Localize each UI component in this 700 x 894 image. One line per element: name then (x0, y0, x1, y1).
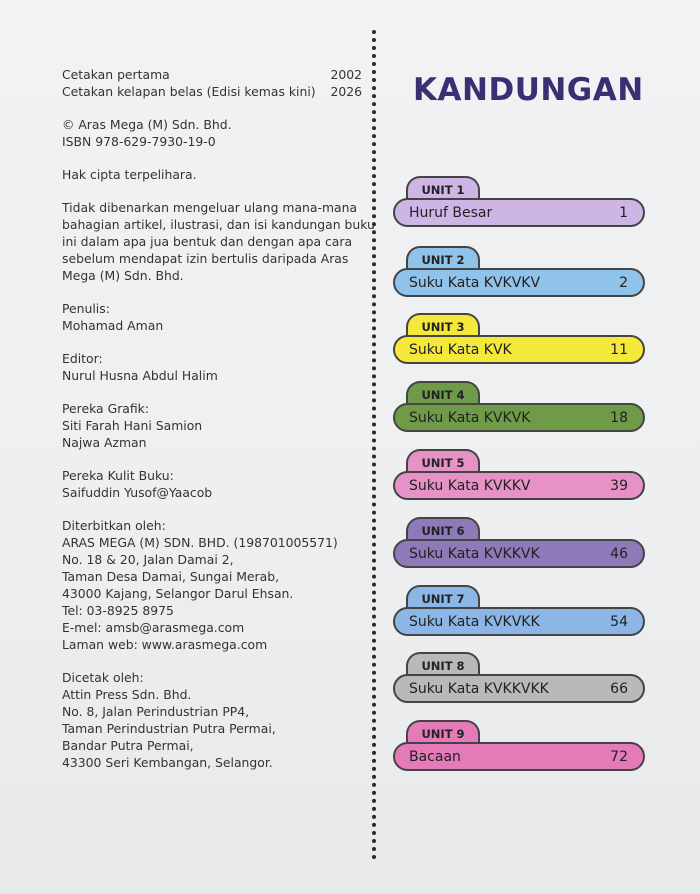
edition-latest-label: Cetakan kelapan belas (Edisi kemas kini) (62, 84, 316, 99)
unit-tab: UNIT 3 (406, 313, 480, 339)
copyright-column (62, 66, 375, 787)
printer-line: Bandar Putra Permai, (62, 738, 194, 753)
dotted-divider (372, 30, 376, 860)
graphic-designer-name: Siti Farah Hani Samion (62, 418, 203, 433)
toc-entry[interactable] (393, 517, 651, 577)
copyright-block (62, 116, 362, 150)
unit-page-number: 46 (610, 545, 628, 562)
publisher-line: ARAS MEGA (M) SDN. BHD. (198701005571) (62, 535, 338, 550)
cover-designer-label: Pereka Kulit Buku: (62, 468, 174, 483)
toc-entry[interactable] (393, 246, 651, 306)
publisher-label: Diterbitkan oleh: (62, 518, 166, 533)
unit-page-number: 66 (610, 680, 628, 697)
unit-bar (393, 335, 645, 364)
edition-latest-year: 2026 (330, 84, 362, 99)
editor-label: Editor: (62, 351, 103, 366)
legal-line: sebelum mendapat izin bertulis daripada Aras (62, 251, 349, 266)
legal-notice (62, 199, 375, 284)
legal-line: Tidak dibenarkan mengeluar ulang mana-mana (62, 200, 358, 215)
toc-entry[interactable] (393, 313, 651, 373)
publisher-line: 43000 Kajang, Selangor Darul Ehsan. (62, 586, 294, 601)
unit-tab: UNIT 4 (406, 381, 480, 407)
unit-title: Bacaan (409, 748, 461, 765)
unit-tab: UNIT 9 (406, 720, 480, 746)
publisher-line: Taman Desa Damai, Sungai Merab, (62, 569, 280, 584)
printer-line: No. 8, Jalan Perindustrian PP4, (62, 704, 250, 719)
unit-page-number: 72 (610, 748, 628, 765)
rights-notice: Hak cipta terpelihara. (62, 167, 197, 182)
cover-designer-name: Saifuddin Yusof@Yaacob (62, 485, 213, 500)
legal-line: Mega (M) Sdn. Bhd. (62, 268, 184, 283)
printer-line: Attin Press Sdn. Bhd. (62, 687, 192, 702)
edition-first-row (62, 66, 362, 83)
toc-entry[interactable] (393, 720, 651, 780)
unit-bar (393, 471, 645, 500)
unit-tab: UNIT 7 (406, 585, 480, 611)
unit-page-number: 2 (619, 274, 628, 291)
unit-title: Suku Kata KVKVK (409, 409, 531, 426)
unit-tab: UNIT 1 (406, 176, 480, 202)
printer-label: Dicetak oleh: (62, 670, 144, 685)
unit-page-number: 18 (610, 409, 628, 426)
toc-entry[interactable] (393, 176, 651, 236)
legal-line: bahagian artikel, ilustrasi, dan isi kandungan buku (62, 217, 375, 232)
unit-tab: UNIT 8 (406, 652, 480, 678)
unit-tab: UNIT 6 (406, 517, 480, 543)
unit-title: Suku Kata KVK (409, 341, 512, 358)
printer-line: Taman Perindustrian Putra Permai, (62, 721, 276, 736)
unit-bar (393, 607, 645, 636)
toc-entry[interactable] (393, 652, 651, 712)
editor-block (62, 350, 362, 384)
publisher-website: Laman web: www.arasmega.com (62, 637, 268, 652)
unit-tab: UNIT 2 (406, 246, 480, 272)
legal-line: ini dalam apa jua bentuk dan dengan apa cara (62, 234, 353, 249)
unit-tab: UNIT 5 (406, 449, 480, 475)
unit-title: Huruf Besar (409, 204, 493, 221)
graphic-designer-name: Najwa Azman (62, 435, 147, 450)
printer-line: 43300 Seri Kembangan, Selangor. (62, 755, 273, 770)
unit-bar (393, 539, 645, 568)
graphic-designer-label: Pereka Grafik: (62, 401, 150, 416)
edition-first-label: Cetakan pertama (62, 67, 170, 82)
graphic-designer-block (62, 400, 362, 451)
edition-first-year: 2002 (330, 67, 362, 82)
copyright-notice: © Aras Mega (M) Sdn. Bhd. (62, 117, 232, 132)
unit-title: Suku Kata KVKKVKK (409, 680, 549, 697)
unit-page-number: 39 (610, 477, 628, 494)
printer-block (62, 669, 362, 771)
writer-name: Mohamad Aman (62, 318, 164, 333)
publisher-line: No. 18 & 20, Jalan Damai 2, (62, 552, 234, 567)
editor-name: Nurul Husna Abdul Halim (62, 368, 218, 383)
unit-title: Suku Kata KVKKV (409, 477, 531, 494)
unit-bar (393, 742, 645, 771)
isbn: ISBN 978-629-7930-19-0 (62, 134, 216, 149)
unit-bar (393, 403, 645, 432)
unit-page-number: 11 (610, 341, 628, 358)
publisher-email: E-mel: amsb@arasmega.com (62, 620, 245, 635)
writer-label: Penulis: (62, 301, 110, 316)
unit-bar (393, 674, 645, 703)
toc-title: KANDUNGAN (413, 72, 644, 108)
unit-title: Suku Kata KVKVKK (409, 613, 540, 630)
edition-latest-row (62, 83, 362, 100)
toc-entry[interactable] (393, 381, 651, 441)
toc-entry[interactable] (393, 449, 651, 509)
writer-block (62, 300, 362, 334)
unit-title: Suku Kata KVKVKV (409, 274, 541, 291)
toc-entry[interactable] (393, 585, 651, 645)
publisher-phone: Tel: 03-8925 8975 (62, 603, 174, 618)
cover-designer-block (62, 467, 362, 501)
unit-page-number: 1 (619, 204, 628, 221)
unit-title: Suku Kata KVKKVK (409, 545, 540, 562)
unit-page-number: 54 (610, 613, 628, 630)
publisher-block (62, 517, 362, 653)
unit-bar (393, 268, 645, 297)
unit-bar (393, 198, 645, 227)
